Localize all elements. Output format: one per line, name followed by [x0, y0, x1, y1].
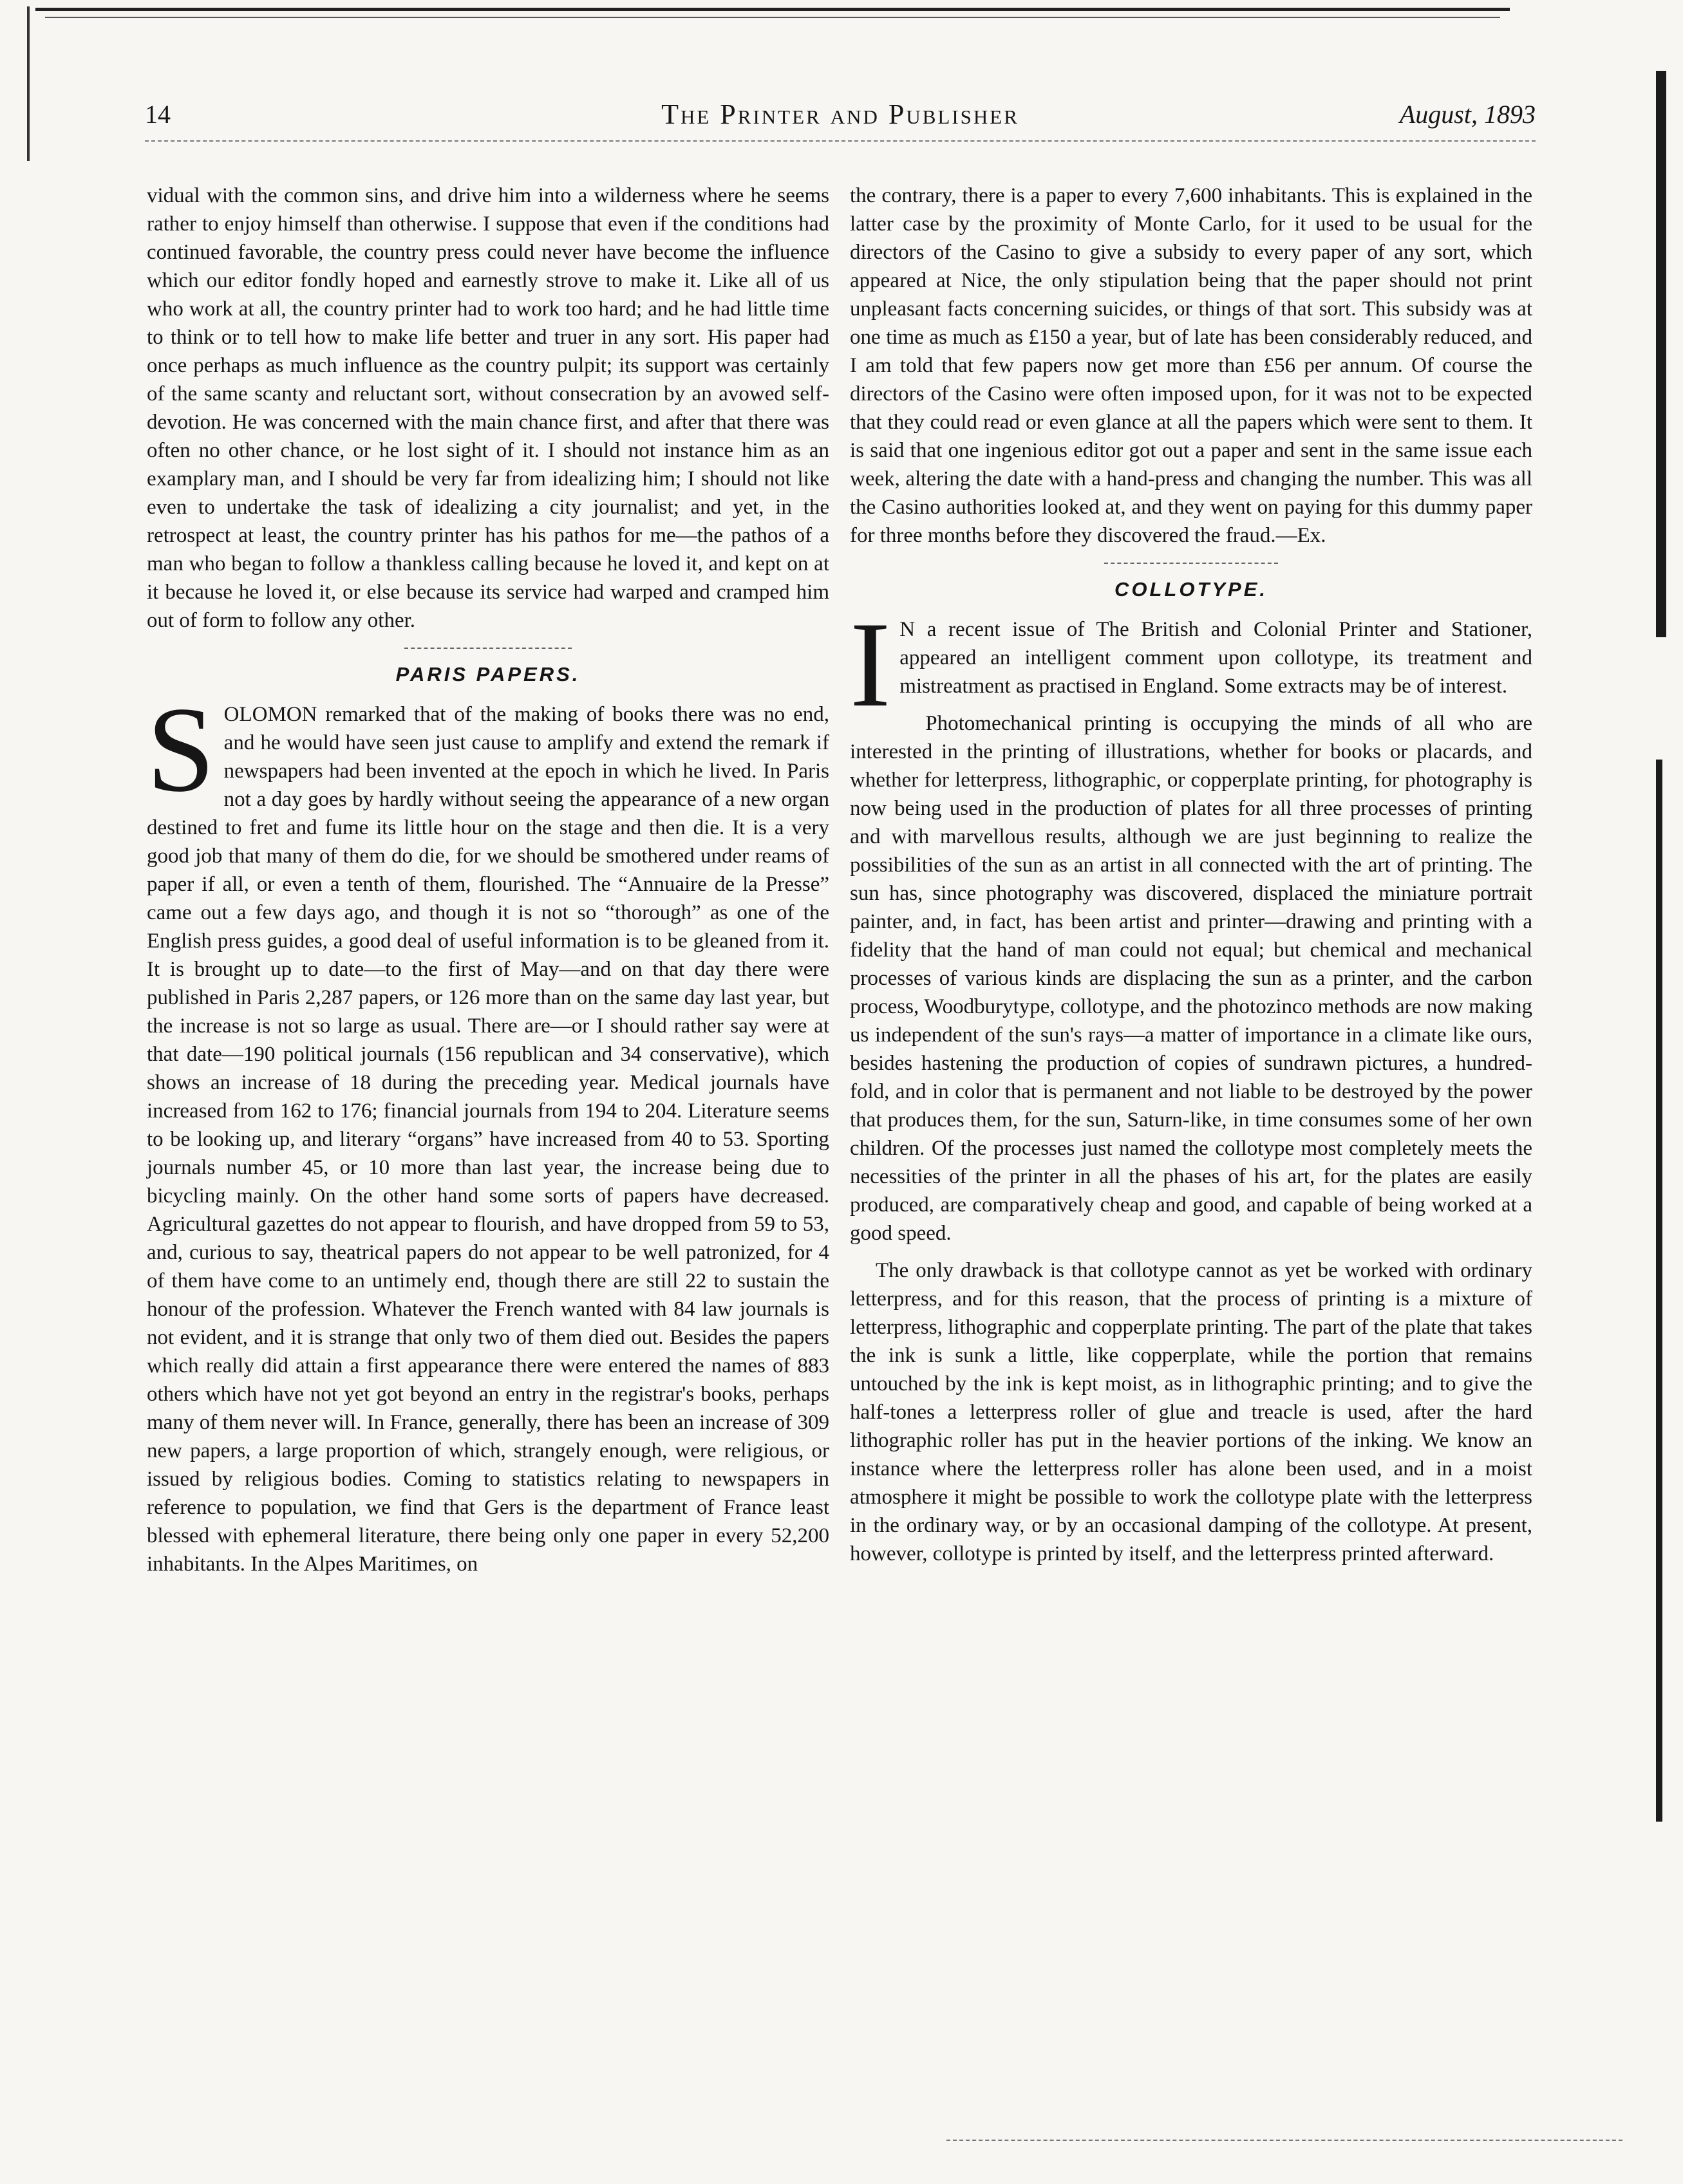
issue-date: August, 1893: [1399, 100, 1536, 129]
header-rule: [145, 140, 1536, 143]
left-margin-mark: [27, 6, 30, 161]
section-divider: [404, 648, 572, 650]
right-column: [850, 182, 1532, 1568]
right-page-edge-lower: [1656, 760, 1662, 1822]
collotype-paragraph: Photomechanical printing is occupying the minds of all who are interested in the printing of illustrations, whether for books or placards, and whether for letterpress, lithographic, or copperplate printing, for photography is now being used in the production of plates for all three processes of printing and with marvellous results, although we are just beginning to realize the possibilities of the sun as an artist in all connected with the art of printing. The sun has, since photography was discovered, displaced the miniature portrait painter, and, in fact, has been artist and printer—drawing and printing with a fidelity that the hand of man could not equal; but chemical and mechanical processes of various kinds are displacing the sun as a printer, and the carbon process, Woodburytype, collotype, and the photozinco methods are now making us independent of the sun's rays—a matter of importance in a climate like ours, besides hastening the production of copies of sundrawn pictures, a hundred-fold, and in color that is permanent and not liable to be destroyed by the power that produces them, for the sun, Saturn-like, in time consumes some of her own children. Of the processes just named the collotype most completely meets the necessities of the printer in all the phases of his art, for the plates are easily produced, are comparatively cheap and good, and capable of being worked at a good speed.: [850, 712, 1532, 1245]
continued-paragraph: the contrary, there is a paper to every 7,600 inhabitants. This is explained in the latter case by the proximity of Monte Carlo, for it used to be usual for the directors of the Casino to give a subsidy to every paper of any sort, which appeared at Nice, the only stipulation being that the paper should not print unpleasant facts concerning suicides, or things of that sort. This subsidy was at one time as much as £150 a year, but of late has been considerably reduced, and I am told that few papers now get more than £56 per annum. Of course the directors of the Casino were often imposed upon, for it was not to be expected that they could read or even glance at all the papers which were sent to them. It is said that one ingenious editor got out a paper and sent in the same issue each week, altering the date with a hand-press and changing the number. This was all the Casino authorities looked at, and they went on paying for this dummy paper for three months before they discovered the fraud.—Ex.: [850, 184, 1532, 547]
bottom-rule: [946, 2140, 1622, 2141]
continued-paragraph: vidual with the common sins, and drive him into a wilderness where he seems rather to enjoy himself than otherwise. I suppose that even if the conditions had continued favorable, the country press could never have become the influence which our editor fondly hoped and earnestly strove to make it. Like all of us who work at all, the country printer had to work too hard; and he had little time to think or to tell how to make life better and truer in any sort. His paper had once perhaps as much influence as the country pulpit; its support was certainly of the same scanty and reluctant sort, without consecration by an avowed self-devotion. He was concerned with the main chance first, and after that there was often no other chance, or he lost sight of it. I should not instance him as an examplary man, and I should be very far from idealizing him; I should not like even to undertake the task of idealizing a city journalist; and yet, in the retrospect at least, the country printer has his pathos for me—the pathos of a man who began to follow a thankless calling because he loved it, and kept on at it because he loved it, or else because its service had warped and cramped him out of form to follow any other.: [147, 184, 829, 632]
page-header: [145, 95, 1536, 134]
lead-word: N: [899, 618, 916, 641]
right-page-edge: [1656, 71, 1666, 637]
article-body: remarked that of the making of books there was no end, and he would have seen just cause to amplify and extend the remark if newspapers had been invented at the epoch in which he lived. In Paris not a day goes by hardly without seeing the appearance of a new organ destined to fret and fume its little hour on the stage and then die. It is a very good job that many of them do die, for we should be smothered under reams of paper if all, or even a tenth of them, flourished. The “Annuaire de la Presse” came out a few days ago, and though it is not so “thorough” as one of the English press guides, a good deal of useful information is to be gleaned from it. It is brought up to date—to the first of May—and on that day there were published in Paris 2,287 papers, or 126 more than on the same day last year, but the increase is not so large as usual. There are—or I should rather say were at that date—190 political journals (156 republican and 34 conservative), which shows an increase of 18 during the preceding year. Medical journals have increased from 162 to 176; financial journals from 194 to 204. Literature seems to be looking up, and literary “organs” have increased from 40 to 53. Sporting journals number 45, or 10 more than last year, the increase being due to bicycling mainly. On the other hand some sorts of papers have decreased. Agricultural gazettes do not appear to flourish, and have dropped from 59 to 53, and, curious to say, theatrical papers do not appear to be well patronized, for 4 of them have come to an untimely end, though there are still 22 to sustain the honour of the profession. Whatever the French wanted with 84 law journals is not evident, and it is strange that only two of them died out. Besides the papers which really did attain a first appearance there were entered the names of 883 others which have not yet got beyond an entry in the registrar's books, perhaps many of them never will. In France, generally, there has been an increase of 309 new papers, a large proportion of which, strangely enough, were religious, or issued by religious bodies. Coming to statistics relating to newspapers in reference to population, we find that Gers is the department of France least blessed with ephemeral literature, there being only one paper in every 52,200 inhabitants. In the Alpes Maritimes, on: [147, 703, 829, 1576]
top-border-rule: [35, 8, 1510, 11]
page-number: 14: [145, 100, 171, 129]
paris-papers-article: [147, 682, 829, 1578]
intro-body: a recent issue of The British and Colonial Printer and Stationer, appeared an intelligent comment upon collotype, its treatment and mistreatment as practised in England. Some extracts may be of interest.: [899, 618, 1533, 698]
drop-cap: S: [147, 682, 215, 817]
masthead-title: The Printer and Publisher: [661, 98, 1019, 130]
collotype-paragraph: The only drawback is that collotype cannot as yet be worked with ordinary letterpress, and for this reason, that the process of printing is a mixture of letterpress, lithographic and copperplate printing. The part of the plate that takes the ink is sunk a little, like copperplate, while the portion that remains untouched by the ink is kept moist, as in lithographic printing; and to give the half-tones a letterpress roller of glue and treacle is used, after the hard lithographic roller has put in the heavier portions of the inking. We know an instance where the letterpress roller has alone been used, and in a moist atmosphere it might be possible to work the collotype plate with the letterpress in the ordinary way, or by an occasional damping of the collotype. At present, however, collotype is printed by itself, and the letterpress printed afterward.: [850, 1259, 1532, 1565]
collotype-intro: [850, 597, 1533, 733]
drop-cap: I: [850, 597, 891, 733]
section-title-paris-papers: PARIS PAPERS.: [395, 663, 581, 686]
section-divider: [1104, 563, 1278, 565]
top-thin-rule: [45, 17, 1500, 18]
lead-word: OLOMON: [223, 703, 317, 726]
section-title-collotype: COLLOTYPE.: [1114, 578, 1268, 601]
left-column: [147, 182, 829, 1578]
